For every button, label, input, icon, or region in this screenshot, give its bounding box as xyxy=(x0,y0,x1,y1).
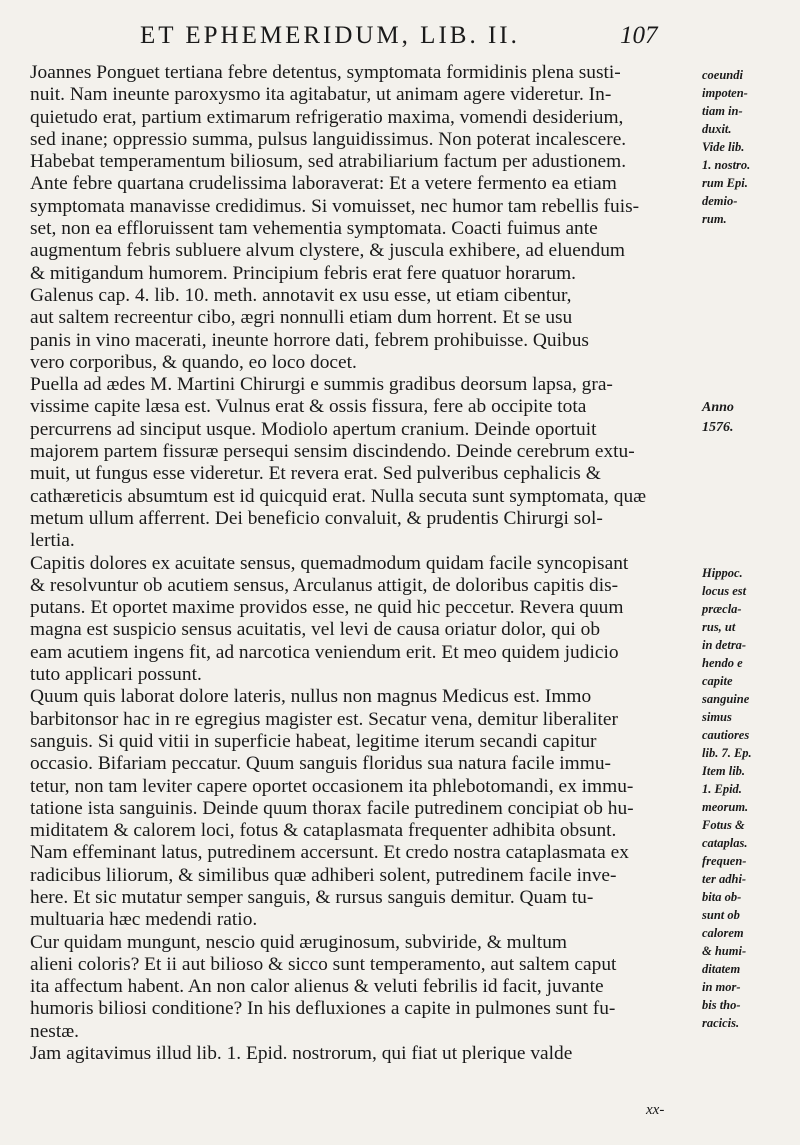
text-line: aut saltem recreentur cibo, ægri nonnulli etiam dum horrent. Et se usu xyxy=(30,307,573,329)
margin-line: & humi- xyxy=(702,944,747,958)
text-line: Capitis dolores ex acuitate sensus, quemadmodum quidam facile syncopisant xyxy=(30,552,629,574)
margin-line: Hippoc. xyxy=(702,566,743,580)
margin-line: locus est xyxy=(702,584,747,598)
text-line: lertia. xyxy=(30,530,75,552)
text-line: sed inane; oppressio summa, pulsus languidissimus. Non poterat incalescere. xyxy=(30,128,627,150)
text-line: quietudo erat, partium extimarum refrigeratio maxima, vomendi desiderium, xyxy=(30,106,624,128)
margin-line: cautiores xyxy=(702,728,750,742)
text-line: Jam agitavimus illud lib. 1. Epid. nostrorum, qui fiat ut plerique valde xyxy=(30,1043,573,1065)
margin-line: in mor- xyxy=(702,980,741,994)
margin-note-coeundi xyxy=(702,66,798,228)
margin-line: rus, ut xyxy=(702,620,736,634)
running-header xyxy=(60,22,680,56)
margin-line: rum Epi. xyxy=(702,176,748,190)
text-line: muit, ut fungus esse videretur. Et revera erat. Sed pulveribus cephalicis & xyxy=(30,463,601,485)
text-line: Cur quidam mungunt, nescio quid æruginosum, subviride, & multum xyxy=(30,931,567,953)
margin-line: impoten- xyxy=(702,86,748,100)
margin-note-hippocrates xyxy=(702,564,798,1032)
margin-line: ditatem xyxy=(702,962,741,976)
text-line: radicibus liliorum, & similibus quæ adhiberi solent, putredinem facile inve- xyxy=(30,864,617,886)
text-line: vero corporibus, & quando, eo loco docet. xyxy=(30,351,357,373)
text-line: Ante febre quartana crudelissima laboraverat: Et a vetere fermento ea etiam xyxy=(30,173,617,195)
text-line: symptomata manavisse credidimus. Si vomuisset, nec humor tam rebellis fuis- xyxy=(30,195,640,217)
text-line: eam acutiem ingens fit, ad narcotica veniendum erit. Et meo quidem judicio xyxy=(30,641,619,663)
margin-line: coeundi xyxy=(702,68,743,82)
text-line: set, non ea effloruissent tam vehementia symptomata. Coacti fuimus ante xyxy=(30,218,598,240)
margin-line: 1. Epid. xyxy=(702,782,742,796)
text-line: occasio. Bifariam peccatur. Quum sanguis floridus sua natura facile immu- xyxy=(30,753,611,775)
text-line: Galenus cap. 4. lib. 10. meth. annotavit ex usu esse, ut etiam cibentur, xyxy=(30,284,572,306)
margin-line: capite xyxy=(702,674,733,688)
margin-line: ter adhi- xyxy=(702,872,747,886)
paragraph-ponguet xyxy=(30,62,690,374)
text-line: & mitigandum humorem. Principium febris erat fere quatuor horarum. xyxy=(30,262,577,284)
text-line: alieni coloris? Et ii aut bilioso & sicco sunt temperamento, aut saltem caput xyxy=(30,953,617,975)
paragraph-cur-quidam xyxy=(30,932,690,1043)
text-line: Puella ad ædes M. Martini Chirurgi e summis gradibus deorsum lapsa, gra- xyxy=(30,374,613,396)
text-line: Nam effeminant latus, putredinem accersunt. Et credo nostra cataplasmata ex xyxy=(30,842,629,864)
main-text-body xyxy=(30,62,690,1065)
text-line: multuaria hæc medendi ratio. xyxy=(30,909,258,931)
text-line: ita affectum habent. An non calor alienus & veluti febrilis id facit, juvante xyxy=(30,976,604,998)
text-line: tetur, non tam leviter capere oportet occasionem ita phlebotomandi, ex immu- xyxy=(30,775,634,797)
margin-line: cataplas. xyxy=(702,836,748,850)
margin-line: tiam in- xyxy=(702,104,743,118)
margin-line: Fotus & xyxy=(702,818,745,832)
margin-line: bita ob- xyxy=(702,890,742,904)
margin-line: præcla- xyxy=(702,602,742,616)
text-line: majorem partem fissuræ persequi sensim discindendo. Deinde cerebrum extu- xyxy=(30,441,635,463)
margin-line: frequen- xyxy=(702,854,747,868)
margin-line: sanguine xyxy=(702,692,750,706)
text-line: & resolvuntur ob acutiem sensus, Arculanus attigit, de doloribus capitis dis- xyxy=(30,574,619,596)
margin-line: in detra- xyxy=(702,638,747,652)
margin-line: rum. xyxy=(702,212,727,226)
text-line: vissime capite læsa est. Vulnus erat & ossis fissura, fere ab occipite tota xyxy=(30,396,587,418)
paragraph-jam-agitavimus xyxy=(30,1043,690,1065)
text-line: augmentum febris subluere alvum clystere, & juscula exhibere, ad eluendum xyxy=(30,240,625,262)
text-line: putans. Et oportet maxime providos esse, ne quid hic peccetur. Revera quum xyxy=(30,597,624,619)
margin-line: meorum. xyxy=(702,800,749,814)
margin-line: demio- xyxy=(702,194,738,208)
margin-line: simus xyxy=(702,710,732,724)
text-line: panis in vino macerati, ineunte horrore dati, febrem prohibuisse. Quibus xyxy=(30,329,589,351)
text-line: percurrens ad sinciput usque. Modiolo apertum cranium. Deinde oportuit xyxy=(30,418,597,440)
page-number: 107 xyxy=(620,22,658,49)
text-line: nestæ. xyxy=(30,1020,80,1042)
text-line: tuto applicari possunt. xyxy=(30,664,202,686)
margin-note-anno xyxy=(702,398,798,438)
text-line: magna est suspicio sensus acuitatis, vel levi de causa oriatur dolor, qui ob xyxy=(30,619,601,641)
running-title: ET EPHEMERIDUM, LIB. II. xyxy=(140,22,520,49)
margin-line: Vide lib. xyxy=(702,140,745,154)
text-line: humoris biliosi conditione? In his defluxiones a capite in pulmones sunt fu- xyxy=(30,998,616,1020)
text-line: here. Et sic mutatur semper sanguis, & rursus sanguis demitur. Quam tu- xyxy=(30,886,594,908)
text-line: metum ullum afferrent. Dei beneficio convaluit, & prudentis Chirurgi sol- xyxy=(30,507,603,529)
text-line: Joannes Ponguet tertiana febre detentus, symptomata formidinis plena susti- xyxy=(30,62,621,83)
text-line: Habebat temperamentum biliosum, sed atrabiliarium factum per adustionem. xyxy=(30,151,627,173)
margin-line: hendo e xyxy=(702,656,743,670)
paragraph-capitis xyxy=(30,553,690,687)
margin-line: Item lib. xyxy=(702,764,746,778)
text-line: nuit. Nam ineunte paroxysmo ita agitabatur, ut animam agere videretur. In- xyxy=(30,84,612,106)
text-line: miditatem & calorem loci, fotus & cataplasmata frequenter adhibita obsunt. xyxy=(30,820,617,842)
text-line: cathæreticis absumtum est id quicquid erat. Nulla secuta sunt symptomata, quæ xyxy=(30,485,647,507)
margin-line: duxit. xyxy=(702,122,732,136)
margin-line: 1. nostro. xyxy=(702,158,751,172)
margin-line: lib. 7. Ep. xyxy=(702,746,752,760)
margin-line: 1576. xyxy=(702,420,734,435)
margin-line: racicis. xyxy=(702,1016,740,1030)
catchword: xx- xyxy=(646,1102,665,1118)
text-line: Quum quis laborat dolore lateris, nullus non magnus Medicus est. Immo xyxy=(30,686,592,708)
paragraph-quum-quis xyxy=(30,686,690,931)
margin-line: Anno xyxy=(702,400,734,415)
text-line: barbitonsor hac in re egregius magister est. Secatur vena, demitur liberaliter xyxy=(30,708,618,730)
paragraph-puella xyxy=(30,374,690,552)
text-line: tatione ista sanguinis. Deinde quum thorax facile putredinem concipiat ob hu- xyxy=(30,797,634,819)
margin-line: calorem xyxy=(702,926,744,940)
margin-line: bis tho- xyxy=(702,998,741,1012)
text-line: sanguis. Si quid vitii in superficie habeat, legitime iterum secandi capitur xyxy=(30,730,597,752)
margin-line: sunt ob xyxy=(702,908,740,922)
